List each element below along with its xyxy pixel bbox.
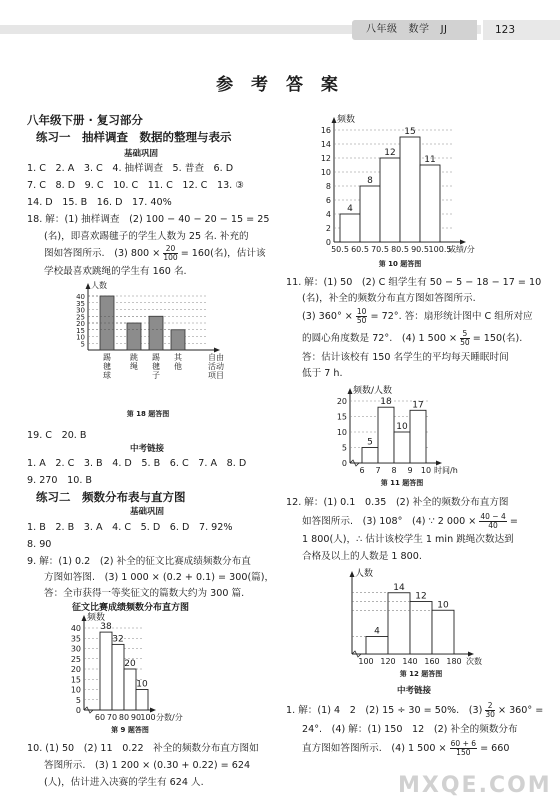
y-tick-label: 12 xyxy=(320,154,331,163)
y-tick-label: 4 xyxy=(325,210,331,219)
denominator: 40 xyxy=(488,520,498,530)
text: 1. 解：(1) 4 2 (2) 15 ÷ 30 = 50%. (3) xyxy=(286,705,483,716)
answer-line: 合格及以上的人数是 1 800. xyxy=(302,551,422,562)
answer-line-fraction xyxy=(286,702,543,718)
watermark: MXQE.COM xyxy=(398,773,552,798)
y-tick-label: 8 xyxy=(325,182,331,191)
page-title: 参 考 答 案 xyxy=(216,75,344,95)
y-tick-label: 40 xyxy=(70,624,81,633)
exercise2-title: 练习二 频数分布表与直方图 xyxy=(36,490,186,504)
fraction xyxy=(479,513,506,529)
x-tick-label: 10 xyxy=(420,466,432,475)
y-tick-label: 0 xyxy=(75,706,81,715)
bar-value-label: 12 xyxy=(384,148,396,158)
y-tick-label: 0 xyxy=(325,238,331,247)
answer-line: 12. 解：(1) 0.1 0.35 (2) 补全的频数分布直方图 xyxy=(286,497,509,508)
x-category-label: 他 xyxy=(174,362,182,371)
histogram-bar xyxy=(410,602,432,655)
x-axis-label: 活动 xyxy=(208,362,224,371)
y-axis-label: 人数 xyxy=(355,569,374,579)
text: 图如答图所示. (3) 800 × xyxy=(44,248,161,259)
x-axis-label: 自由 xyxy=(208,353,224,362)
x-axis-label: 时间/h xyxy=(434,466,458,475)
histogram-bar xyxy=(360,186,380,242)
histogram-bar xyxy=(100,632,112,710)
y-tick-label: 5 xyxy=(341,443,347,453)
bar-value-label: 12 xyxy=(415,591,427,602)
answer-line-fraction xyxy=(302,330,522,346)
bar-value-label: 4 xyxy=(374,626,380,637)
x-tick-label: 60.5 xyxy=(351,245,369,254)
bar-value-label: 38 xyxy=(100,622,112,633)
y-tick-label: 10 xyxy=(336,428,347,437)
answer-line: 9. 270 10. B xyxy=(27,475,92,486)
y-axis-label: 频数 xyxy=(337,115,356,125)
chart9-title: 征文比赛成绩频数分布直方图 xyxy=(72,603,190,613)
answer-line: 学校最喜欢跳绳的学生有 160 名. xyxy=(44,266,187,277)
histogram-bar xyxy=(362,448,378,464)
x-tick-label: 100 xyxy=(358,657,374,666)
answer-line: 答：全市获得一等奖征文的篇数大约为 300 篇. xyxy=(44,588,245,599)
text: = 160(名)，估计该 xyxy=(180,248,266,259)
text: 直方图如答图所示. (4) 1 500 × xyxy=(302,743,447,754)
x-category-label: 跳 xyxy=(130,353,138,362)
histogram-bar xyxy=(420,165,440,242)
y-tick-label: 20 xyxy=(70,665,81,674)
exercise1-title: 练习一 抽样调查 数据的整理与表示 xyxy=(36,130,232,144)
bar-value-label: 5 xyxy=(367,437,373,448)
answer-line: 7. C 8. D 9. C 10. C 11. C 12. C 13. ③ xyxy=(27,180,244,191)
y-tick-label: 15 xyxy=(70,675,81,685)
x-tick-label: 100.5 xyxy=(428,245,452,254)
bar-value-label: 11 xyxy=(424,155,436,165)
answer-line: 1 800(人)，∴ 估计该校学生 1 min 跳绳次数达到 xyxy=(302,534,514,545)
x-axis-arrow xyxy=(214,348,220,353)
y-axis-arrow xyxy=(350,571,355,577)
chart-q12 xyxy=(338,566,498,680)
histogram-bar xyxy=(112,644,124,710)
answer-line: 18. 解：(1) 抽样调查 (2) 100 − 40 − 20 − 15 = 25 xyxy=(27,214,270,225)
numerator: 5 xyxy=(460,330,470,339)
y-tick-label: 10 xyxy=(76,333,85,342)
text: 的圆心角度数是 72°. (4) 1 500 × xyxy=(302,333,458,344)
text: = 150(名). xyxy=(472,333,523,344)
x-tick-label: 9 xyxy=(407,466,413,475)
x-tick-label: 7 xyxy=(375,466,381,475)
y-tick-label: 16 xyxy=(320,126,331,135)
answer-line: 低于 7 h. xyxy=(302,368,343,379)
numerator: 2 xyxy=(485,702,495,711)
header-grade: 八年级 xyxy=(366,24,398,35)
bar xyxy=(127,323,141,350)
bar-value-label: 10 xyxy=(136,679,148,690)
basic-heading-1: 基础巩固 xyxy=(124,149,159,159)
answer-line: 10. (1) 50 (2) 11 0.22 补全的频数分布直方图如 xyxy=(27,743,259,754)
x-axis-arrow xyxy=(460,240,466,245)
bar xyxy=(149,316,163,350)
x-axis-label: 项目 xyxy=(208,371,224,380)
denominator: 100 xyxy=(163,252,178,262)
y-tick-label: 15 xyxy=(76,326,85,335)
y-axis-arrow xyxy=(332,117,337,123)
chart-caption: 第 10 题答图 xyxy=(378,260,422,268)
answer-line: 答：估计该校有 150 名学生的平均每天睡眠时间 xyxy=(302,352,509,363)
fraction xyxy=(163,245,177,261)
y-tick-label: 40 xyxy=(76,293,85,301)
chart-caption: 第 9 题答图 xyxy=(111,726,149,734)
zhongkao-heading-2: 中考链接 xyxy=(397,686,432,696)
answer-line: 1. A 2. C 3. B 4. D 5. B 6. C 7. A 8. D xyxy=(27,458,247,469)
y-tick-label: 30 xyxy=(76,306,85,315)
chart-caption: 第 12 题答图 xyxy=(399,670,443,678)
chart-q10 xyxy=(312,108,517,273)
histogram-bar xyxy=(400,137,420,242)
answer-line: 8. 90 xyxy=(27,539,52,550)
denominator: 30 xyxy=(485,709,495,719)
y-tick-label: 15 xyxy=(336,412,347,422)
x-tick-label: 90 xyxy=(130,713,142,722)
x-tick-label: 120 xyxy=(380,657,396,666)
answer-line: 1. C 2. A 3. C 4. 抽样调查 5. 普查 6. D xyxy=(27,163,234,174)
histogram-bar xyxy=(340,214,360,242)
answer-line-fraction xyxy=(302,308,533,324)
y-tick-label: 2 xyxy=(325,224,331,233)
chart-q11 xyxy=(328,383,488,493)
y-axis-label: 频数 xyxy=(87,613,106,623)
answer-line-fraction xyxy=(302,513,518,529)
numerator: 20 xyxy=(163,245,177,254)
y-tick-label: 25 xyxy=(76,313,85,322)
y-tick-label: 35 xyxy=(76,299,85,308)
text: × 360° = xyxy=(497,705,544,716)
histogram-bar xyxy=(136,690,148,711)
x-category-label: 球 xyxy=(103,371,111,380)
answer-line: 1. B 2. B 3. A 4. C 5. D 6. D 7. 92% xyxy=(27,522,233,533)
x-tick-label: 140 xyxy=(402,657,418,666)
x-category-label: 毽 xyxy=(152,362,160,371)
answer-line: 19. C 20. B xyxy=(27,430,87,441)
x-tick-label: 80 xyxy=(118,713,130,722)
y-axis-label: 人数 xyxy=(91,281,107,290)
numerator: 40 − 4 xyxy=(480,512,506,521)
x-category-label: 子 xyxy=(152,371,160,380)
bar-value-label: 10 xyxy=(437,600,449,611)
histogram-bar xyxy=(380,158,400,242)
denominator: 50 xyxy=(460,337,470,347)
answer-line: 9. 解：(1) 0.2 (2) 补全的征文比赛成绩频数分布直 xyxy=(27,556,251,567)
y-tick-label: 6 xyxy=(325,196,331,205)
text: (3) 360° × xyxy=(302,311,353,322)
x-axis-arrow xyxy=(436,461,442,466)
answer-line-fraction xyxy=(44,245,266,261)
chart-q9 xyxy=(62,614,232,740)
x-category-label: 其 xyxy=(174,353,182,362)
x-tick-label: 90.5 xyxy=(411,245,429,254)
answer-line: (人)，估计进入决赛的学生有 624 人. xyxy=(44,777,204,788)
bar-value-label: 14 xyxy=(393,582,405,593)
x-tick-label: 60 xyxy=(94,713,106,722)
bar xyxy=(171,330,185,350)
histogram-bar xyxy=(410,410,426,463)
chart-caption: 第 18 题答图 xyxy=(126,410,170,418)
x-tick-label: 6 xyxy=(359,466,365,475)
y-tick-label: 10 xyxy=(70,685,81,695)
header-book-info xyxy=(352,20,477,40)
part-title: 八年级下册 · 复习部分 xyxy=(27,113,143,127)
header-edition: JJ xyxy=(440,24,448,35)
denominator: 150 xyxy=(456,747,471,757)
histogram-bar xyxy=(388,593,410,654)
x-axis-label: 分数/分 xyxy=(156,713,183,722)
bar-value-label: 15 xyxy=(404,127,416,137)
y-tick-label: 5 xyxy=(75,695,81,705)
y-axis-arrow xyxy=(348,388,353,394)
histogram-bar xyxy=(432,610,454,654)
answer-line: (名)，补全的频数分布直方图如答图所示. xyxy=(302,293,476,304)
x-axis-arrow xyxy=(150,708,156,713)
zhongkao-heading-1: 中考链接 xyxy=(130,444,165,454)
y-tick-label: 5 xyxy=(80,340,85,349)
numerator: 60 + 6 xyxy=(450,739,477,748)
header-subject: 数学 xyxy=(408,24,430,35)
chart-q18 xyxy=(60,282,260,422)
text: = 660 xyxy=(480,743,510,754)
answer-line: 方图如答图. (3) 1 000 × (0.2 + 0.1) = 300(篇)， xyxy=(44,572,275,583)
fraction xyxy=(485,702,495,718)
y-axis-arrow xyxy=(86,283,91,289)
y-tick-label: 30 xyxy=(70,644,81,654)
text: = xyxy=(509,516,518,527)
x-tick-label: 50.5 xyxy=(331,245,349,254)
histogram-bar xyxy=(394,432,410,463)
histogram-bar xyxy=(124,669,136,710)
x-tick-label: 180 xyxy=(446,657,462,666)
text: 如答图所示. (3) 108° (4) ∵ 2 000 × xyxy=(302,516,477,527)
bar-value-label: 20 xyxy=(124,659,136,669)
page-number: 123 xyxy=(481,20,560,40)
x-tick-label: 80.5 xyxy=(391,245,409,254)
y-tick-label: 20 xyxy=(76,320,85,328)
y-axis-arrow xyxy=(82,615,87,621)
x-category-label: 踢 xyxy=(152,353,160,362)
histogram-bar xyxy=(366,637,388,655)
bar-value-label: 10 xyxy=(396,422,408,432)
bar-value-label: 18 xyxy=(380,397,392,408)
bar xyxy=(100,296,114,350)
x-tick-label: 70.5 xyxy=(371,245,389,254)
answer-line-fraction xyxy=(302,740,510,756)
x-tick-label: 160 xyxy=(424,657,440,666)
y-tick-label: 10 xyxy=(320,168,331,177)
answer-line: 答图所示. (3) 1 200 × (0.30 + 0.22) = 624 xyxy=(44,760,251,771)
x-category-label: 绳 xyxy=(130,362,138,371)
x-category-label: 毽 xyxy=(103,362,111,371)
y-tick-label: 35 xyxy=(70,634,81,644)
page-header xyxy=(0,0,560,46)
bar-value-label: 17 xyxy=(412,400,424,411)
answer-line: 24°. (4) 解：(1) 150 12 (2) 补全的频数分布 xyxy=(302,724,518,735)
y-tick-label: 0 xyxy=(341,459,347,468)
text: = 72°. 答：扇形统计图中 C 组所对应 xyxy=(370,311,533,322)
fraction xyxy=(450,740,477,756)
fraction xyxy=(460,330,470,346)
bar-value-label: 4 xyxy=(347,204,353,214)
x-tick-label: 70 xyxy=(106,713,118,722)
x-axis-arrow xyxy=(468,652,474,657)
basic-heading-2: 基础巩固 xyxy=(130,507,165,517)
chart-caption: 第 11 题答图 xyxy=(380,479,424,487)
x-category-label: 踢 xyxy=(103,353,111,362)
bar-value-label: 32 xyxy=(112,634,124,645)
numerator: 10 xyxy=(356,307,367,316)
answer-line: 11. 解：(1) 50 (2) C 组学生有 50 − 5 − 18 − 17 = 10 xyxy=(286,277,542,288)
x-tick-label: 8 xyxy=(391,466,397,475)
x-axis-label: 次数 xyxy=(466,657,482,666)
histogram-bar xyxy=(378,407,394,463)
y-tick-label: 25 xyxy=(70,654,81,664)
denominator: 50 xyxy=(356,315,367,325)
fraction xyxy=(356,308,368,324)
x-tick-label: 100 xyxy=(140,713,156,722)
y-tick-label: 14 xyxy=(320,140,331,149)
answer-line: (名)，即喜欢踢毽子的学生人数为 25 名. 补充的 xyxy=(44,231,249,242)
y-axis-label: 频数/人数 xyxy=(353,386,393,396)
bar-value-label: 8 xyxy=(367,176,373,186)
x-axis-label: 成绩/分 xyxy=(448,245,475,254)
y-tick-label: 20 xyxy=(336,397,347,406)
answer-line: 14. D 15. B 16. D 17. 40% xyxy=(27,197,172,208)
